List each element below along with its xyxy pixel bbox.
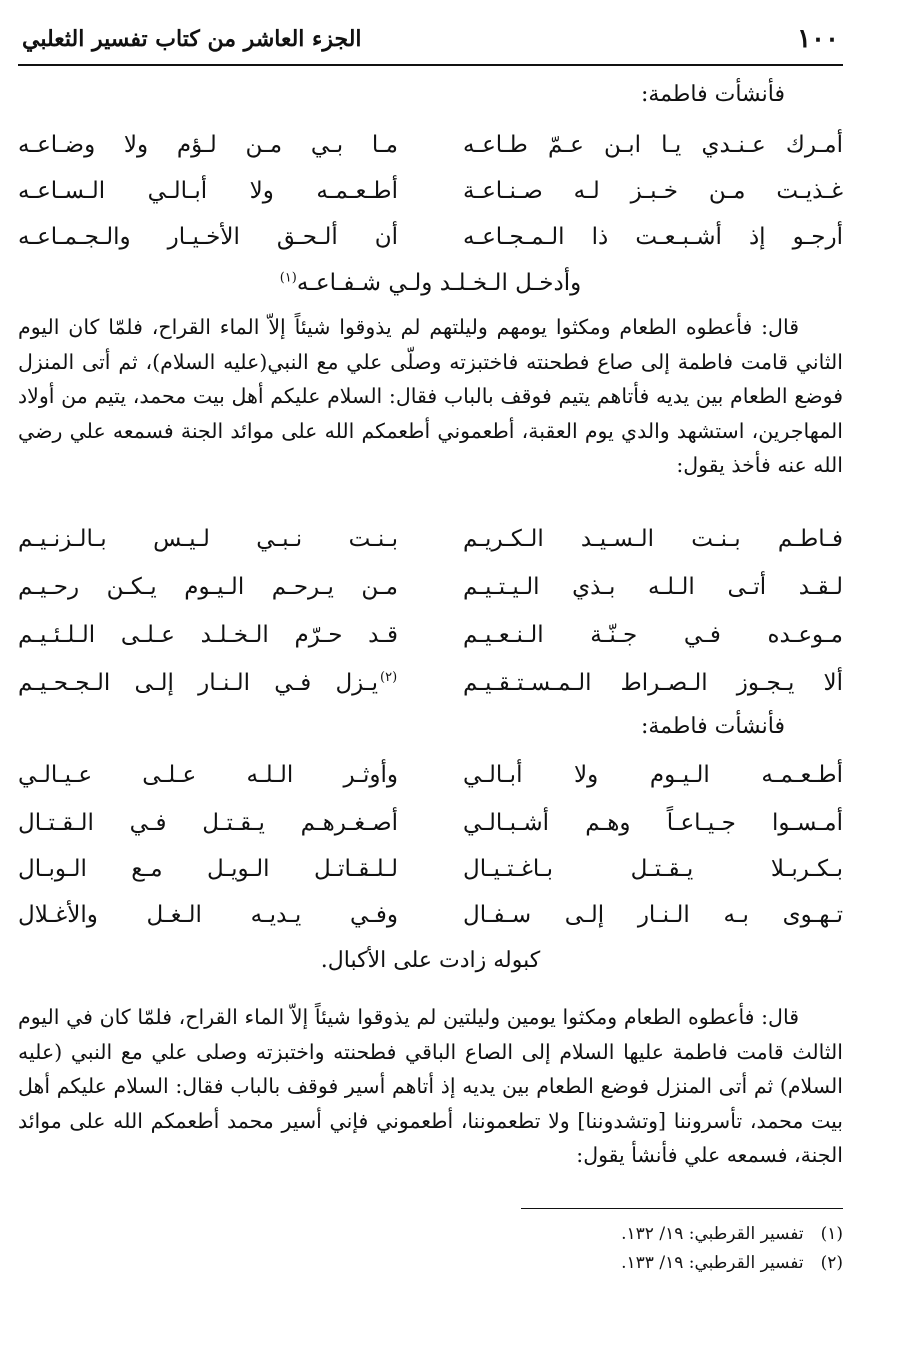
running-header [18,24,843,64]
verse-left-hemistich: مـا بـي مـن لـؤم ولا وضـاعـه [18,132,398,158]
verse-right-hemistich: غـذيـت مـن خـبـز لـه صـنـاعـة [463,178,843,204]
verse-right-hemistich: مـوعـده فـي جـنّـة الـنـعـيـم [463,622,843,648]
single-verse [18,270,843,296]
verse-line [18,224,843,264]
verse-left-hemistich: بـنـت نـبـي لـيـس بـالـزنـيـم [18,526,398,552]
poem-intro-label: فأنشأت فاطمة: [640,82,785,107]
verse-right-hemistich: أمـسـوا جـيـاعـاً وهـم أشـبـالـي [463,810,843,836]
footnotes [443,1220,843,1278]
verse-line [18,810,843,850]
verse-left-hemistich: لـلـقـاتـل الـويـل مـع الـوبـال [18,856,398,882]
poem-intro-label: فأنشأت فاطمة: [640,714,785,739]
verse-line [18,762,843,802]
verse-line [18,670,843,710]
verse-right-hemistich: تـهـوى بـه الـنـار إلـى سـفـال [463,902,843,928]
footnote-text: تفسير القرطبي: ١٩/ ١٣٢. [621,1224,804,1244]
verse-line [18,574,843,614]
verse-right-hemistich: أطـعـمـه الـيـوم ولا أبـالـي [463,762,843,788]
paragraph-two: قال: فأعطوه الطعام ومكثوا يومين وليلتين لم يذوقوا شيئاً إلاّ الماء القراح، فلمّا كان في اليوم الثالث قامت فاطمة عليها السلام إلى الصاع الباقي فطحنته واختبزته وصلى علي مع النبي (عليه السلام) ثم أتى المنزل فوضع الطعام بين يديه إذ أتاهم أسير فوقف بالباب فقال: السلام عليكم أهل بيت محمد، تأسروننا [وتشدوننا] ولا تطعموننا، أطعموني فإني أسير محمد أطعمكم الله على موائد الجنة، فسمعه علي فأنشأ يقول: [18,1005,843,1167]
verse-right-hemistich: لـقـد أتـى الـلـه بـذي الـيـتـيـم [463,574,843,600]
single-verse-text: وأدخـل الـخـلـد ولـي شـفـاعـه [296,270,582,296]
verse-left-hemistich: مـن يـرحـم الـيـوم يـكـن رحـيـم [18,574,398,600]
verse-right-hemistich: أرجـو إذ أشـبـعـت ذا الـمـجـاعـه [463,224,843,250]
verse-line [18,132,843,172]
verse-line [18,526,843,566]
book-page [18,14,843,1350]
footnote-number: (١) [820,1224,843,1244]
page-number: ١٠٠ [797,24,839,54]
verse-left-hemistich: أن ألـحـق الأخـيـار والـجـمـاعـه [18,224,398,250]
verse-line [18,856,843,896]
footnote-rule [521,1208,843,1209]
verse-line [18,902,843,942]
verse-right-hemistich: فـاطـم بـنـت الـسـيـد الـكـريـم [463,526,843,552]
header-title: الجزء العاشر من كتاب تفسير الثعلبي [22,26,362,52]
poem-closing-line: كبوله زادت على الأكبال. [320,948,541,973]
verse-line [18,622,843,662]
verse-right-hemistich: أمـرك عـنـدي يـا ابـن عـمّ طـاعـه [463,132,843,158]
verse-left-hemistich: وأوثـر الـلـه عـلـى عـيـالـي [18,762,398,788]
paragraph-one: قال: فأعطوه الطعام ومكثوا يومهم وليلتهم لم يذوقوا شيئاً إلاّ الماء القراح، فلمّا كان اليوم الثاني قامت فاطمة إلى صاع فطحنته فاختبزته وصلّى علي مع النبي(عليه السلام)، ثم أتى المنزل فوضع الطعام بين يديه فأتاهم يتيم فوقف بالباب فقال: السلام عليكم أهل بيت محمد، يتيم من أولاد المهاجرين، استشهد والدي يوم العقبة، أطعموني أطعمكم الله على موائد الجنة فسمعه علي رضي الله عنه فأخذ يقول: [18,315,843,477]
footnote-item [443,1249,843,1278]
verse-line [18,178,843,218]
verse-left-hemistich: أصـغـرهـم يـقـتـل فـي الـقـتـال [18,810,398,836]
footnote-item [443,1220,843,1249]
verse-left-hemistich: يـزل فـي الـنـار إلـى الـجـحـيـم [18,670,378,696]
footnote-ref: (٢) [380,670,398,685]
verse-right-hemistich: ألا يـجـوز الـصـراط الـمـسـتـقـيـم [463,670,843,696]
verse-left-hemistich: أطـعـمـه ولا أبـالـي الـسـاعـه [18,178,398,204]
verse-right-hemistich: بـكـربـلا يـقـتـل بـاغـتـيـال [463,856,843,882]
verse-left-hemistich: وفـي يـديـه الـغـل والأغـلال [18,902,398,928]
footnote-text: تفسير القرطبي: ١٩/ ١٣٣. [621,1253,804,1273]
footnote-ref: (١) [279,270,297,286]
header-rule [18,64,843,66]
footnote-number: (٢) [820,1253,843,1273]
verse-left-hemistich: قـد حـرّم الـخـلـد عـلـى الـلـئـيـم [18,622,398,648]
